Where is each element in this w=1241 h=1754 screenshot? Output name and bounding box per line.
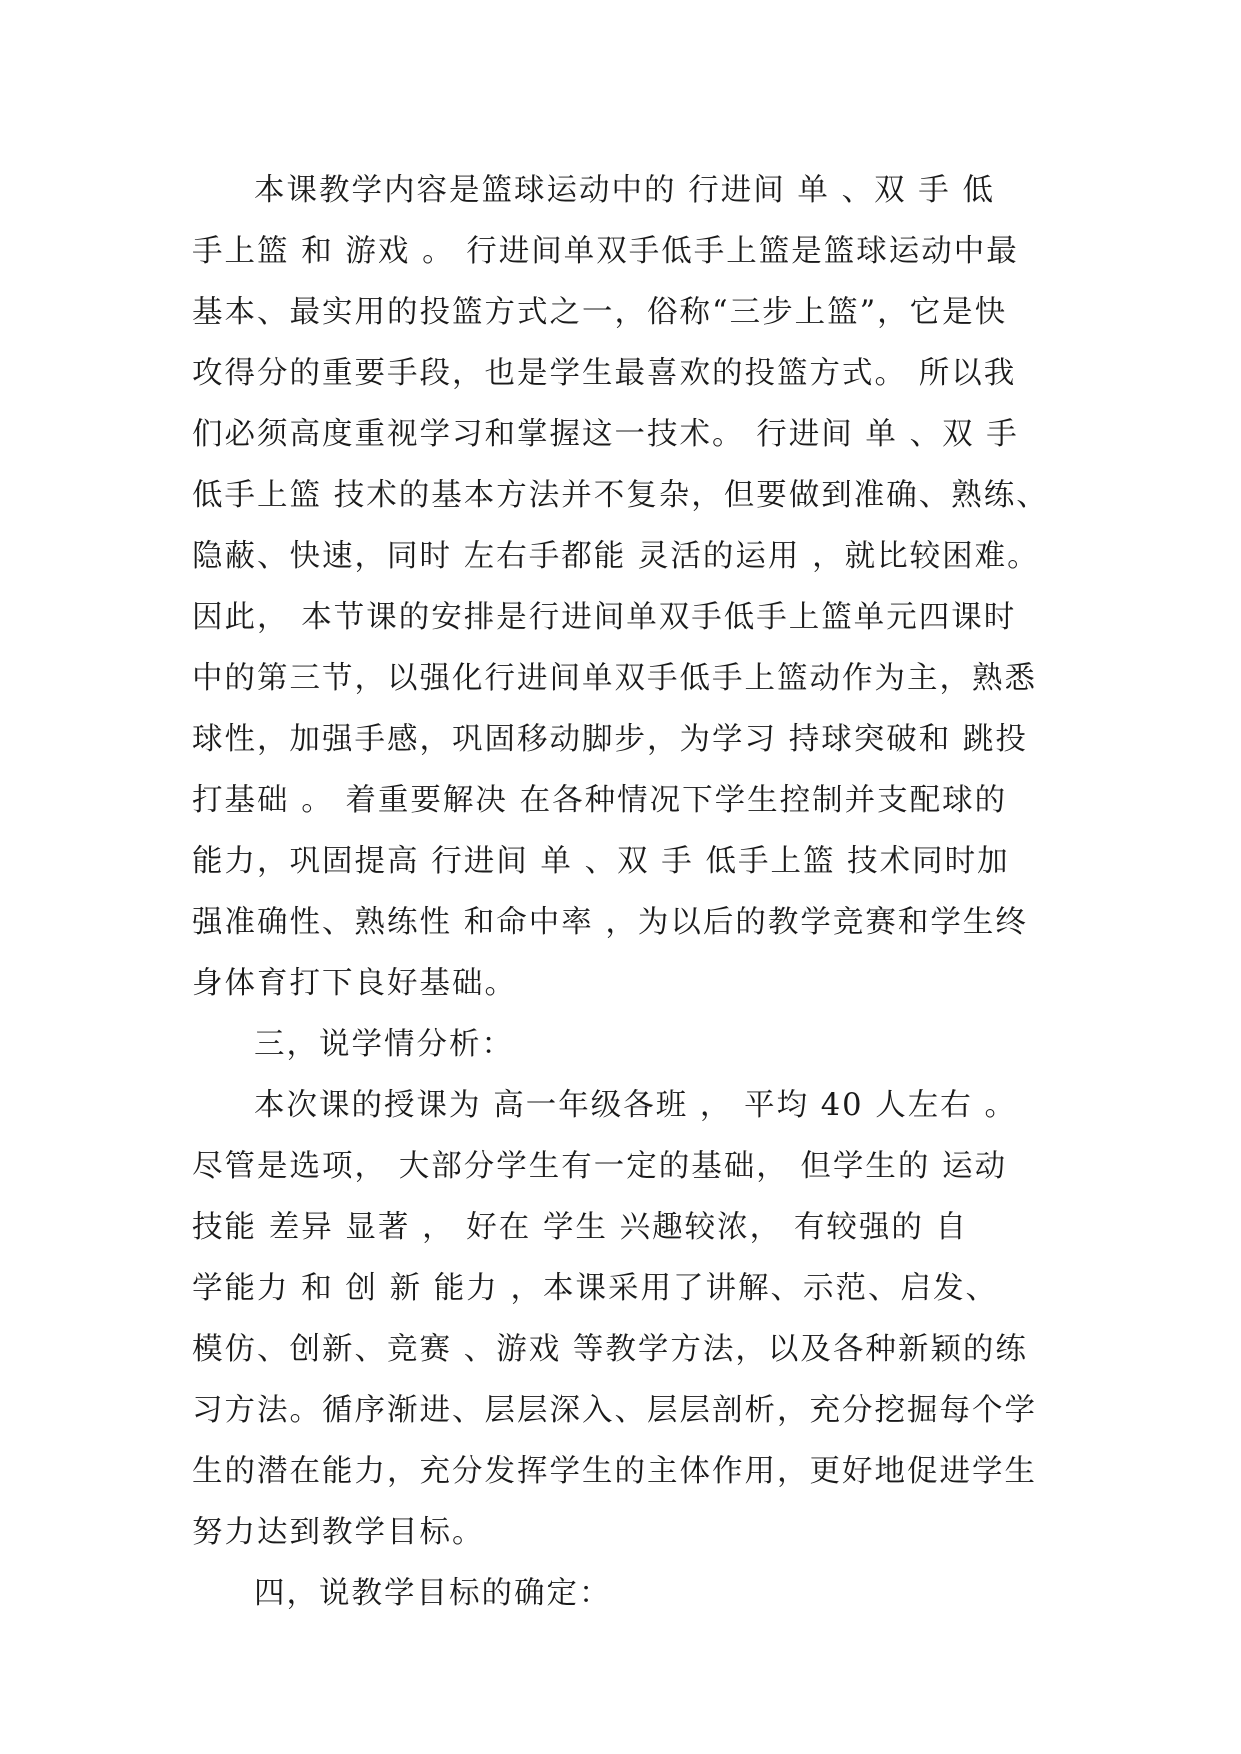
- text-line: 本课教学内容是篮球运动中的 行进间 单 、双 手 低: [254, 173, 995, 208]
- text-line: 球性，加强手感，巩固移动脚步，为学习 持球突破和 跳投: [192, 722, 1028, 757]
- paragraph-teaching-content: [192, 160, 1062, 1014]
- text-line: 习方法。循序渐进、层层深入、层层剖析，充分挖掘每个学: [192, 1393, 1037, 1428]
- text-line: 模仿、创新、竞赛 、游戏 等教学方法，以及各种新颖的练: [192, 1332, 1028, 1367]
- text-line: 基本、最实用的投篮方式之一，俗称“三步上篮”，它是快: [192, 295, 1008, 330]
- paragraph-student-analysis: [192, 1075, 1062, 1563]
- text-line: 们必须高度重视学习和掌握这一技术。 行进间 单 、双 手: [192, 417, 1019, 452]
- text-line: 努力达到教学目标。: [192, 1515, 485, 1550]
- text-line: 隐蔽、快速，同时 左右手都能 灵活的运用 ，就比较困难。: [192, 539, 1040, 574]
- text-line: 技能 差异 显著 ， 好在 学生 兴趣较浓， 有较强的 自: [192, 1210, 969, 1245]
- text-line: 中的第三节，以强化行进间单双手低手上篮动作为主，熟悉: [192, 661, 1037, 696]
- document-body: [192, 160, 1062, 1624]
- text-line: 学能力 和 创 新 能力 ，本课采用了讲解、示范、启发、: [192, 1271, 998, 1306]
- text-line: 本次课的授课为 高一年级各班 ， 平均 40 人左右 。: [254, 1088, 1017, 1123]
- section-heading-student-analysis: 三，说学情分析：: [254, 1027, 514, 1062]
- text-line: 生的潜在能力，充分发挥学生的主体作用，更好地促进学生: [192, 1454, 1037, 1489]
- text-line: 打基础 。 着重要解决 在各种情况下学生控制并支配球的: [192, 783, 1008, 818]
- text-line: 低手上篮 技术的基本方法并不复杂，但要做到准确、熟练、: [192, 478, 1049, 513]
- text-line: 尽管是选项， 大部分学生有一定的基础， 但学生的 运动: [192, 1149, 1008, 1184]
- text-line: 身体育打下良好基础。: [192, 966, 517, 1001]
- text-line: 攻得分的重要手段，也是学生最喜欢的投篮方式。 所以我: [192, 356, 1017, 391]
- section-heading-teaching-goals: 四，说教学目标的确定：: [254, 1576, 612, 1611]
- text-line: 手上篮 和 游戏 。 行进间单双手低手上篮是篮球运动中最: [192, 234, 1019, 269]
- text-line: 因此， 本节课的安排是行进间单双手低手上篮单元四课时: [192, 600, 1017, 635]
- text-line: 能力，巩固提高 行进间 单 、双 手 低手上篮 技术同时加: [192, 844, 1010, 879]
- text-line: 强准确性、熟练性 和命中率 ，为以后的教学竞赛和学生终: [192, 905, 1028, 940]
